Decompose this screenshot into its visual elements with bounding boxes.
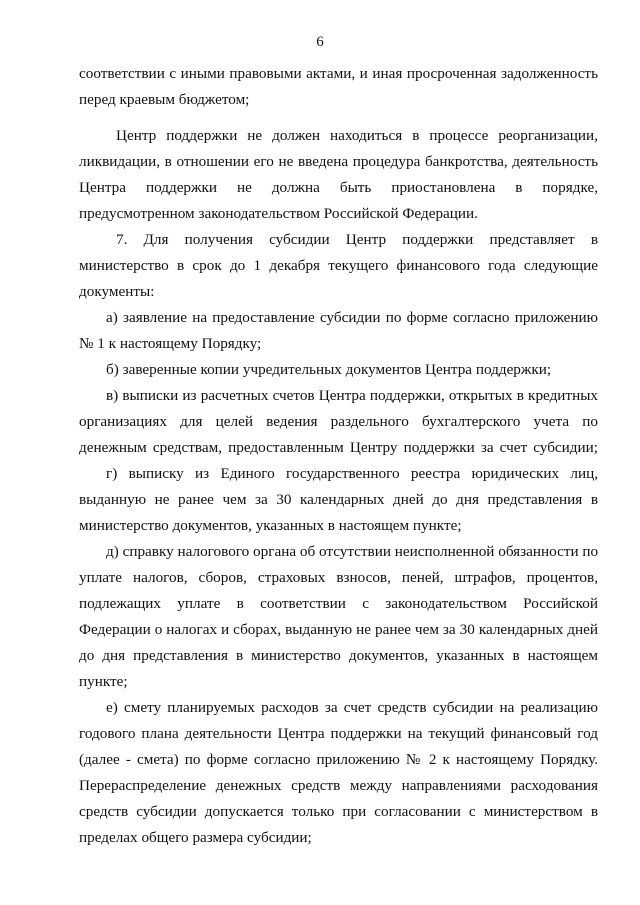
text-line: выданную не ранее чем за 30 календарных дней до дня представления в [79, 491, 598, 508]
text-line: перед краевым бюджетом; [79, 91, 250, 108]
text-line: документы: [79, 283, 155, 300]
text-line: ликвидации, в отношении его не введена процедура банкротства, деятельность [79, 153, 598, 170]
text-line: уплате налогов, сборов, страховых взносов, пеней, штрафов, процентов, [79, 569, 598, 586]
text-line: в) выписки из расчетных счетов Центра поддержки, открытых в кредитных [106, 387, 598, 404]
text-line: № 1 к настоящему Порядку; [79, 335, 262, 352]
text-line: подлежащих уплате в соответствии с законодательством Российской [79, 595, 598, 612]
text-line: министерство в срок до 1 декабря текущего финансового года следующие [79, 257, 598, 274]
text-line: г) выписку из Единого государственного реестра юридических лиц, [106, 465, 598, 482]
text-line: Центр поддержки не должен находиться в процессе реорганизации, [116, 127, 598, 144]
text-line: Федерации о налогах и сборах, выданную не ранее чем за 30 календарных дней [79, 621, 598, 638]
text-line: Перераспределение денежных средств между направлениями расходования [79, 777, 598, 794]
text-line: соответствии с иными правовыми актами, и иная просроченная задолженность [79, 65, 598, 82]
text-line: организациях для целей ведения раздельного бухгалтерского учета по [79, 413, 598, 430]
text-line: средств субсидии допускается только при согласовании с министерством в [79, 803, 598, 820]
text-line: 7. Для получения субсидии Центр поддержки представляет в [116, 231, 598, 248]
text-line: д) справку налогового органа об отсутствии неисполненной обязанности по [106, 543, 599, 560]
text-line: предусмотренном законодательством Российской Федерации. [79, 205, 478, 222]
page-number: 6 [316, 34, 324, 50]
text-line: денежным средствам, предоставленным Центру поддержки за счет субсидии; [79, 439, 598, 456]
text-line: министерство документов, указанных в настоящем пункте; [79, 517, 462, 534]
text-line: годового плана деятельности Центра поддержки на текущий финансовый год [79, 725, 598, 742]
text-line: е) смету планируемых расходов за счет средств субсидии на реализацию [106, 699, 598, 716]
text-line: до дня представления в министерство документов, указанных в настоящем [79, 647, 598, 664]
text-line: а) заявление на предоставление субсидии по форме согласно приложению [106, 309, 598, 326]
text-line: пункте; [79, 673, 128, 690]
text-line: Центра поддержки не должна быть приостановлена в порядке, [79, 179, 598, 196]
text-line: б) заверенные копии учредительных документов Центра поддержки; [106, 361, 552, 378]
text-line: пределах общего размера субсидии; [79, 829, 312, 846]
text-line: (далее - смета) по форме согласно приложению № 2 к настоящему Порядку. [79, 751, 598, 768]
